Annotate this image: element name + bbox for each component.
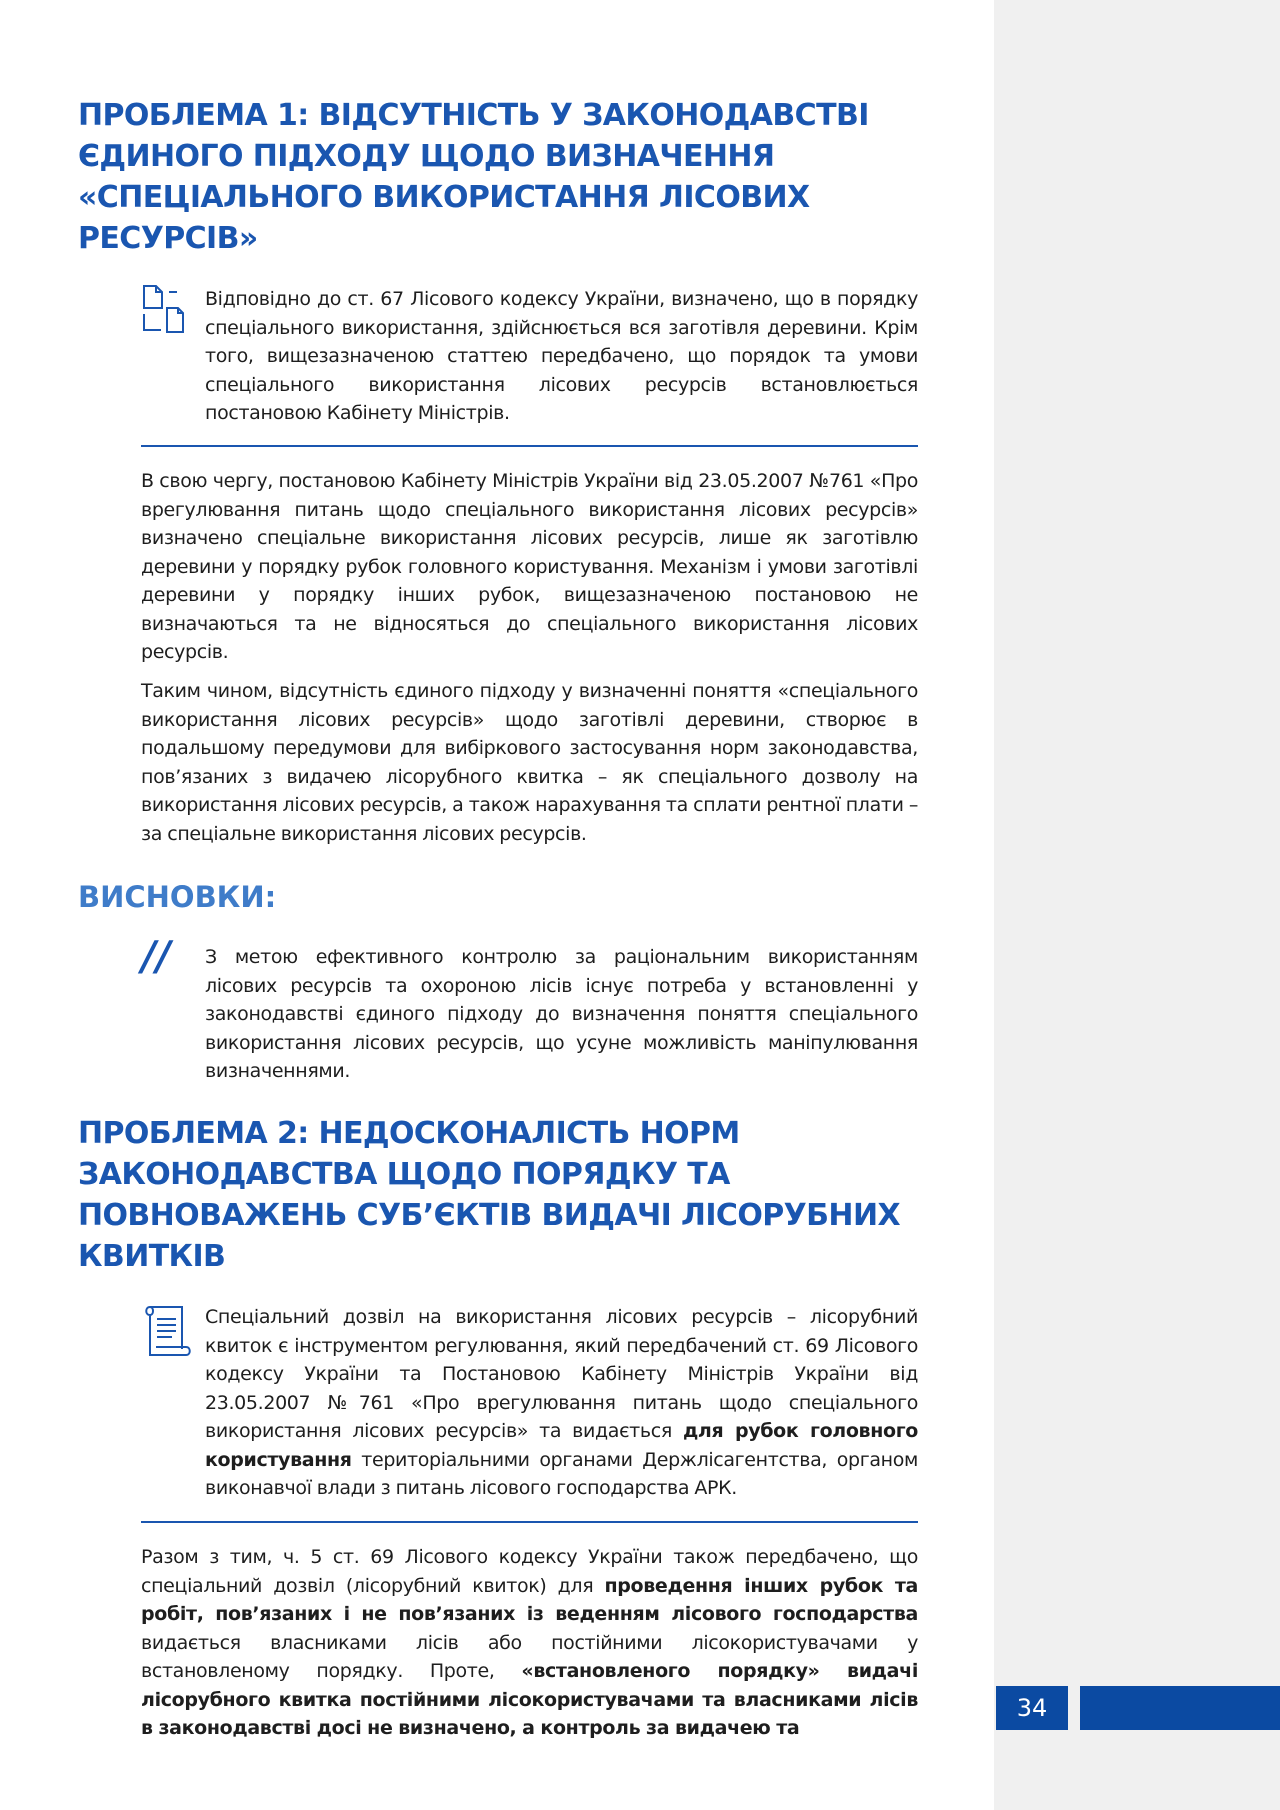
- documents-icon: [141, 284, 191, 336]
- conclusions-heading: ВИСНОВКИ:: [78, 880, 277, 914]
- conclusions-text: З метою ефективного контролю за раціональним використанням лісових ресурсів та охороною лісів існує потреба у встановленні у законодавстві єдиного підходу до визначення поняття спеціального використання лісових ресурсів, що усуне можливість маніпулювання визначеннями.: [205, 946, 918, 1082]
- problem-2-highlight-text: Спеціальний дозвіл на використання лісових ресурсів – лісорубний квиток є інструментом регулювання, який передбачений ст. 69 Лісового кодексу України та Постановою Кабінету Міністрів України від 23.05.2007 №761 «Про врегулювання питань щодо спеціального використання лісових ресурсів» та видається для рубок головного користування територіальними органами Держлісагентства, органом виконавчої влади з питань лісового господарства АРК.: [205, 1306, 918, 1499]
- problem-1-paragraph-2: Таким чином, відсутність єдиного підходу у визначенні поняття «спеціального використання лісових ресурсів» щодо заготівлі деревини, створює в подальшому передумови для вибіркового застосування норм законодавства, пов’язаних з видачею лісорубного квитка – як спеціального дозволу на використання лісових ресурсів, а також нарахування та сплати рентної плати – за спеціальне використання лісових ресурсів.: [141, 680, 918, 845]
- problem-2-paragraph-1: Разом з тим, ч. 5 ст. 69 Лісового кодексу України також передбачено, що спеціальний дозвіл (лісорубний квиток) для проведення інших рубок та робіт, пов’язаних і не пов’язаних із веденням лісового господарства видається власниками лісів або постійними лісокористувачами у встановленому порядку. Проте, «встановленого порядку» видачі лісорубного квитка постійними лісокористувачами та власниками лісів в законодавстві досі не визначено, а контроль за видачею та: [141, 1546, 918, 1739]
- scroll-document-icon: [142, 1305, 192, 1359]
- problem-2-heading: ПРОБЛЕМА 2: НЕДОСКОНАЛІСТЬ НОРМ ЗАКОНОДАВСТВА ЩОДО ПОРЯДКУ ТА ПОВНОВАЖЕНЬ СУБ’ЄКТІВ ВИДАЧІ ЛІСОРУБНИХ КВИТКІВ: [78, 1116, 900, 1274]
- section-divider: [141, 445, 918, 447]
- page-footer-bar: [1080, 1686, 1280, 1730]
- section-divider: [141, 1521, 918, 1523]
- problem-1-paragraph-1: В свою чергу, постановою Кабінету Міністрів України від 23.05.2007 №761 «Про врегулювання питань щодо спеціального використання лісових ресурсів» визначено спеціальне використання лісових ресурсів, лише як заготівлю деревини у порядку рубок головного користування. Механізм і умови заготівлі деревини у порядку інших рубок, вищезазначеною постановою не визначаються та не відносяться до спеціального використання лісових ресурсів.: [141, 470, 918, 663]
- problem-1-heading: ПРОБЛЕМА 1: ВІДСУТНІСТЬ У ЗАКОНОДАВСТВІ ЄДИНОГО ПІДХОДУ ЩОДО ВИЗНАЧЕННЯ «СПЕЦІАЛЬНОГО ВИКОРИСТАННЯ ЛІСОВИХ РЕСУРСІВ»: [78, 98, 869, 256]
- problem-1-highlight-text: Відповідно до ст. 67 Лісового кодексу України, визначено, що в порядку спеціального використання, здійснюється вся заготівля деревини. Крім того, вищезазначеною статтею передбачено, що порядок та умови спеціального використання лісових ресурсів встановлюється постановою Кабінету Міністрів.: [205, 288, 918, 424]
- right-margin-panel: [994, 0, 1280, 1810]
- quote-icon: //: [141, 933, 171, 980]
- page-number: 34: [996, 1686, 1068, 1730]
